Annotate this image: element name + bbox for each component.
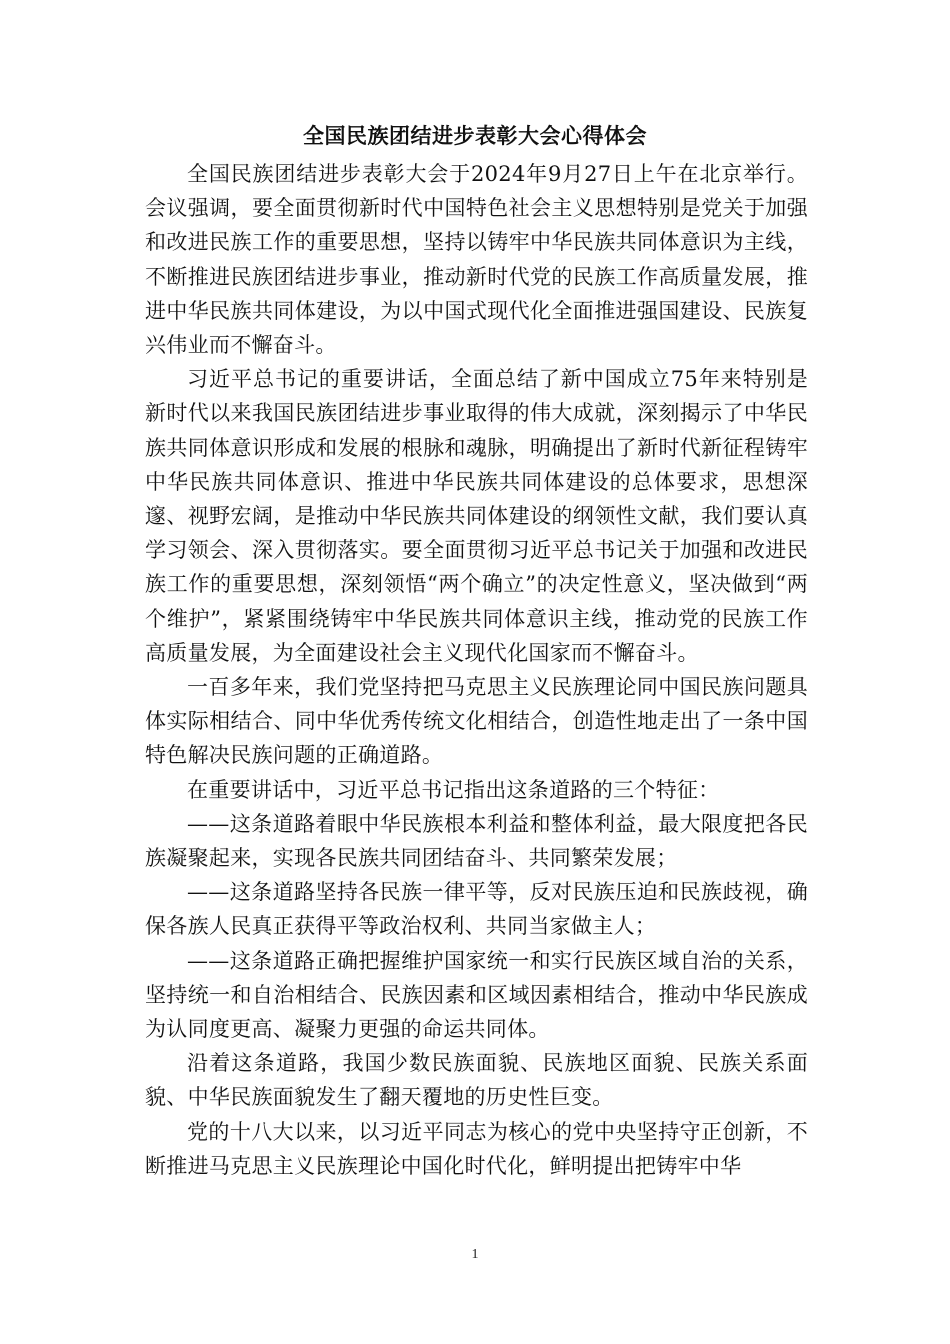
paragraph-speech-summary: 习近平总书记的重要讲话，全面总结了新中国成立75年来特别是新时代以来我国民族团结进步事业取得的伟大成就，深刻揭示了中华民族共同体意识形成和发展的根脉和魂脉，明确提出了新时代新征程铸牢中华民族共同体意识、推进中华民族共同体建设的总体要求，思想深邃、视野宏阔，是推动中华民族共同体建设的纲领性文献，我们要认真学习领会、深入贯彻落实。要全面贯彻习近平总书记关于加强和改进民族工作的重要思想，深刻领悟“两个确立”的决定性意义，坚决做到“两个维护”，紧紧围绕铸牢中华民族共同体意识主线，推动党的民族工作高质量发展，为全面建设社会主义现代化国家而不懈奋斗。 <box>145 367 808 665</box>
paragraph-meeting-summary: 全国民族团结进步表彰大会于2024年9月27日上午在北京举行。会议强调，要全面贯彻新时代中国特色社会主义思想特别是党关于加强和改进民族工作的重要思想，坚持以铸牢中华民族共同体意识为主线，不断推进民族团结进步事业，推动新时代党的民族工作高质量发展，推进中华民族共同体建设，为以中国式现代化全面推进强国建设、民族复兴伟业而不懈奋斗。 <box>145 162 808 358</box>
document-title: 全国民族团结进步表彰大会心得体会 <box>303 124 647 148</box>
paragraph-feature-3: ——这条道路正确把握维护国家统一和实行民族区域自治的关系，坚持统一和自治相结合、民族因素和区域因素相结合，推动中华民族成为认同度更高、凝聚力更强的命运共同体。 <box>145 948 808 1042</box>
page-number: 1 <box>471 1247 479 1262</box>
document-body <box>145 157 808 1183</box>
paragraph-historic-change: 沿着这条道路，我国少数民族面貌、民族地区面貌、民族关系面貌、中华民族面貌发生了翻天覆地的历史性巨变。 <box>145 1051 808 1110</box>
paragraph-century-path: 一百多年来，我们党坚持把马克思主义民族理论同中国民族问题具体实际相结合、同中华优秀传统文化相结合，创造性地走出了一条中国特色解决民族问题的正确道路。 <box>145 675 808 768</box>
paragraph-feature-2: ——这条道路坚持各民族一律平等，反对民族压迫和民族歧视，确保各族人民真正获得平等政治权利、共同当家做主人； <box>145 880 808 939</box>
paragraph-three-features-intro: 在重要讲话中，习近平总书记指出这条道路的三个特征： <box>187 777 720 802</box>
paragraph-feature-1: ——这条道路着眼中华民族根本利益和整体利益，最大限度把各民族凝聚起来，实现各民族共同团结奋斗、共同繁荣发展； <box>145 811 808 871</box>
paragraph-since-18th-congress: 党的十八大以来，以习近平同志为核心的党中央坚持守正创新，不断推进马克思主义民族理论中国化时代化，鲜明提出把铸牢中华 <box>145 1119 808 1178</box>
